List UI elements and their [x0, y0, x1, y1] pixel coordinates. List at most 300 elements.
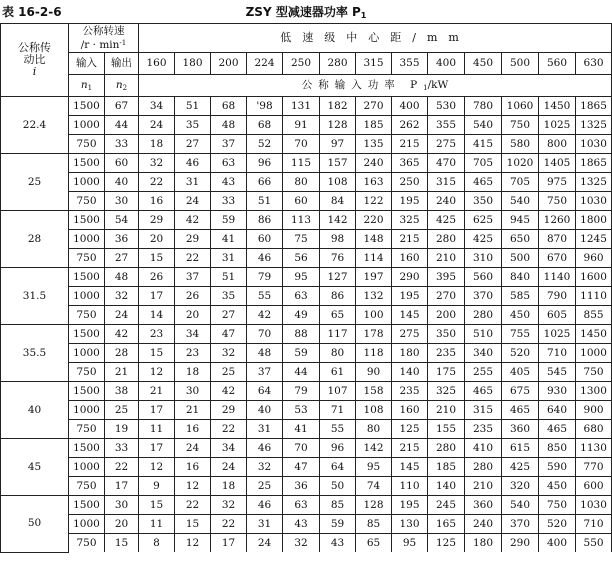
power-cell: 9 — [139, 477, 175, 496]
power-cell: 560 — [465, 268, 502, 287]
power-cell: 280 — [428, 439, 465, 458]
power-cell: 33 — [211, 192, 247, 211]
power-cell: 108 — [320, 173, 356, 192]
power-cell: 163 — [356, 173, 392, 192]
power-cell: 270 — [428, 287, 465, 306]
distance-630: 630 — [576, 53, 612, 75]
power-cell: 17 — [139, 401, 175, 420]
distance-355: 355 — [392, 53, 428, 75]
power-cell: 640 — [539, 401, 576, 420]
table-row — [1, 97, 612, 116]
output-label: 输出 — [105, 53, 139, 75]
power-cell: 1405 — [539, 154, 576, 173]
table-title-sub: 1 — [360, 11, 367, 20]
distance-500: 500 — [502, 53, 539, 75]
ratio-cell: 22.4 — [1, 97, 69, 154]
power-cell: 34 — [139, 97, 175, 116]
power-cell: 1130 — [576, 439, 612, 458]
power-cell: 79 — [283, 382, 320, 401]
power-cell: 415 — [465, 135, 502, 154]
output-speed-cell: 42 — [105, 325, 139, 344]
power-cell: 158 — [356, 382, 392, 401]
table-row — [1, 249, 612, 268]
table-title-text: ZSY 型减速器功率 P — [245, 5, 361, 19]
power-cell: 36 — [283, 477, 320, 496]
output-speed-cell: 33 — [105, 135, 139, 154]
power-cell: 750 — [576, 363, 612, 382]
ratio-header — [1, 24, 69, 97]
power-cell: 32 — [283, 534, 320, 553]
power-cell: 670 — [539, 249, 576, 268]
power-cell: 140 — [428, 477, 465, 496]
power-cell: 240 — [356, 154, 392, 173]
power-cell: 65 — [356, 534, 392, 553]
power-cell: 1325 — [576, 173, 612, 192]
input-speed-cell: 750 — [69, 306, 105, 325]
speed-header-line1: 公称转速 — [82, 25, 125, 37]
power-cell: 325 — [392, 211, 428, 230]
power-cell: 37 — [211, 135, 247, 154]
power-cell: 210 — [428, 249, 465, 268]
input-speed-cell: 750 — [69, 192, 105, 211]
power-cell: 21 — [175, 401, 211, 420]
power-cell: 370 — [465, 287, 502, 306]
distance-180: 180 — [175, 53, 211, 75]
input-speed-cell: 1500 — [69, 97, 105, 116]
power-cell: 960 — [576, 249, 612, 268]
power-cell: 24 — [175, 439, 211, 458]
header-row-1 — [1, 24, 612, 53]
power-cell: 520 — [502, 344, 539, 363]
power-cell: 96 — [320, 439, 356, 458]
input-speed-cell: 1500 — [69, 439, 105, 458]
power-cell: 98 — [320, 230, 356, 249]
power-cell: 405 — [502, 363, 539, 382]
power-cell: 52 — [247, 135, 283, 154]
table-row — [1, 401, 612, 420]
power-cell: 615 — [502, 439, 539, 458]
power-cell: 465 — [502, 401, 539, 420]
power-cell: 550 — [576, 534, 612, 553]
power-cell: 11 — [139, 420, 175, 439]
distance-315: 315 — [356, 53, 392, 75]
power-cell: 35 — [211, 287, 247, 306]
power-cell: 465 — [465, 382, 502, 401]
power-cell: 79 — [247, 268, 283, 287]
output-speed-cell: 30 — [105, 496, 139, 515]
power-cell: 360 — [502, 420, 539, 439]
power-cell: 100 — [356, 306, 392, 325]
power-cell: 22 — [175, 249, 211, 268]
power-cell: 40 — [247, 401, 283, 420]
power-cell: 320 — [502, 477, 539, 496]
speed-header-line2 — [69, 38, 138, 52]
power-cell: 22 — [139, 173, 175, 192]
power-cell: 86 — [320, 287, 356, 306]
power-cell: 710 — [576, 515, 612, 534]
output-speed-cell: 54 — [105, 211, 139, 230]
power-cell: 115 — [283, 154, 320, 173]
power-cell: 95 — [392, 534, 428, 553]
power-cell: 930 — [539, 382, 576, 401]
power-cell: 215 — [392, 439, 428, 458]
power-cell: 1600 — [576, 268, 612, 287]
power-cell: 12 — [139, 458, 175, 477]
header-row-3 — [1, 75, 612, 97]
table-row — [1, 477, 612, 496]
power-cell: 30 — [175, 382, 211, 401]
power-cell: 41 — [211, 230, 247, 249]
power-cell: 1110 — [576, 287, 612, 306]
power-cell: 49 — [283, 306, 320, 325]
output-speed-cell: 38 — [105, 382, 139, 401]
power-cell: 55 — [320, 420, 356, 439]
table-row — [1, 344, 612, 363]
power-cell: 215 — [392, 230, 428, 249]
input-speed-cell: 1000 — [69, 230, 105, 249]
power-cell: 185 — [428, 458, 465, 477]
power-cell: 355 — [428, 116, 465, 135]
output-speed-cell: 30 — [105, 192, 139, 211]
distance-224: 224 — [247, 53, 283, 75]
power-cell: 975 — [539, 173, 576, 192]
power-cell: 20 — [175, 306, 211, 325]
power-cell: 235 — [392, 382, 428, 401]
power-cell: 41 — [283, 420, 320, 439]
power-cell: 97 — [320, 135, 356, 154]
output-speed-cell: 17 — [105, 477, 139, 496]
power-cell: 1060 — [502, 97, 539, 116]
power-cell: 125 — [428, 534, 465, 553]
power-cell: 290 — [392, 268, 428, 287]
power-cell: 80 — [320, 344, 356, 363]
power-cell: 12 — [139, 363, 175, 382]
power-cell: 114 — [356, 249, 392, 268]
power-cell: 29 — [211, 401, 247, 420]
power-cell: 63 — [283, 496, 320, 515]
output-speed-cell: 48 — [105, 268, 139, 287]
distance-250: 250 — [283, 53, 320, 75]
power-cell: 160 — [392, 401, 428, 420]
power-cell: 770 — [576, 458, 612, 477]
power-cell: 395 — [428, 268, 465, 287]
power-cell: 42 — [175, 211, 211, 230]
power-cell: 1020 — [502, 154, 539, 173]
power-cell: 32 — [139, 154, 175, 173]
power-cell: 53 — [283, 401, 320, 420]
table-row — [1, 173, 612, 192]
power-cell: 31 — [175, 173, 211, 192]
power-cell: 21 — [139, 382, 175, 401]
power-cell: 43 — [283, 515, 320, 534]
power-cell: 540 — [502, 192, 539, 211]
power-cell: 68 — [211, 97, 247, 116]
power-cell: 590 — [539, 458, 576, 477]
power-cell: 1030 — [576, 192, 612, 211]
power-cell: 80 — [283, 173, 320, 192]
power-cell: 145 — [392, 306, 428, 325]
power-cell: 113 — [283, 211, 320, 230]
power-cell: 20 — [139, 230, 175, 249]
power-cell: 125 — [392, 420, 428, 439]
power-cell: 46 — [247, 249, 283, 268]
power-cell: 705 — [502, 173, 539, 192]
power-cell: 76 — [320, 249, 356, 268]
power-cell: 220 — [356, 211, 392, 230]
power-cell: 157 — [320, 154, 356, 173]
distance-560: 560 — [539, 53, 576, 75]
power-cell: 465 — [539, 420, 576, 439]
power-cell: 60 — [283, 192, 320, 211]
distance-280: 280 — [320, 53, 356, 75]
ratio-header-line2: 动比 — [23, 53, 46, 67]
table-row — [1, 439, 612, 458]
power-cell: 71 — [320, 401, 356, 420]
power-cell: 127 — [320, 268, 356, 287]
table-row — [1, 211, 612, 230]
power-cell: 51 — [247, 192, 283, 211]
power-cell: 600 — [576, 477, 612, 496]
power-cell: 400 — [392, 97, 428, 116]
input-speed-cell: 750 — [69, 249, 105, 268]
power-cell: 48 — [211, 116, 247, 135]
table-row — [1, 287, 612, 306]
power-cell: 56 — [283, 249, 320, 268]
power-cell: 1030 — [576, 496, 612, 515]
power-cell: 24 — [175, 192, 211, 211]
power-cell: 26 — [175, 287, 211, 306]
input-speed-cell: 1000 — [69, 287, 105, 306]
power-cell: 255 — [465, 363, 502, 382]
power-cell: 43 — [211, 173, 247, 192]
power-cell: 132 — [356, 287, 392, 306]
power-cell: 31 — [211, 249, 247, 268]
power-cell: 290 — [502, 534, 539, 553]
power-cell: 16 — [175, 420, 211, 439]
power-cell: 1865 — [576, 97, 612, 116]
power-cell: 750 — [539, 496, 576, 515]
power-cell: 14 — [139, 306, 175, 325]
power-cell: 400 — [539, 534, 576, 553]
ratio-cell: 45 — [1, 439, 69, 496]
power-cell: 365 — [392, 154, 428, 173]
table-label: 表 16-2-6 — [2, 5, 62, 19]
power-cell: 350 — [465, 192, 502, 211]
power-cell: 85 — [320, 496, 356, 515]
power-cell: 63 — [211, 154, 247, 173]
power-cell: 110 — [392, 477, 428, 496]
power-cell: 790 — [539, 287, 576, 306]
ratio-cell: 28 — [1, 211, 69, 268]
power-cell: 17 — [139, 439, 175, 458]
table-row — [1, 534, 612, 553]
power-cell: 195 — [392, 496, 428, 515]
power-cell: 280 — [465, 458, 502, 477]
ratio-cell: 50 — [1, 496, 69, 553]
table-row — [1, 458, 612, 477]
power-cell: 37 — [175, 268, 211, 287]
power-cell: 945 — [502, 211, 539, 230]
power-cell: 175 — [428, 363, 465, 382]
power-cell: 540 — [465, 116, 502, 135]
power-cell: 750 — [539, 192, 576, 211]
output-speed-cell: 27 — [105, 249, 139, 268]
power-cell: 108 — [356, 401, 392, 420]
power-cell: 23 — [139, 325, 175, 344]
power-cell: 750 — [502, 116, 539, 135]
power-cell: 60 — [247, 230, 283, 249]
input-speed-cell: 1500 — [69, 496, 105, 515]
output-speed-cell: 60 — [105, 154, 139, 173]
power-cell: 755 — [502, 325, 539, 344]
power-cell: 59 — [283, 344, 320, 363]
power-cell: 1260 — [539, 211, 576, 230]
power-cell: 650 — [502, 230, 539, 249]
power-cell: 148 — [356, 230, 392, 249]
power-cell: 12 — [175, 534, 211, 553]
title-bar — [0, 0, 612, 22]
power-cell: 48 — [247, 344, 283, 363]
ratio-cell: 35.5 — [1, 325, 69, 382]
power-cell: 240 — [465, 515, 502, 534]
power-cell: 42 — [247, 306, 283, 325]
power-cell: 11 — [139, 515, 175, 534]
power-cell: 24 — [247, 534, 283, 553]
power-cell: 118 — [356, 344, 392, 363]
table-row — [1, 116, 612, 135]
output-speed-cell: 20 — [105, 515, 139, 534]
power-cell: 500 — [502, 249, 539, 268]
input-speed-cell: 750 — [69, 135, 105, 154]
power-cell: 1450 — [539, 97, 576, 116]
output-speed-cell: 33 — [105, 439, 139, 458]
power-cell: 16 — [139, 192, 175, 211]
table-row — [1, 154, 612, 173]
table-row — [1, 135, 612, 154]
power-cell: 95 — [283, 268, 320, 287]
power-cell: 117 — [320, 325, 356, 344]
power-cell: 12 — [175, 477, 211, 496]
power-cell: 425 — [428, 211, 465, 230]
power-cell: 22 — [211, 515, 247, 534]
input-speed-cell: 1500 — [69, 211, 105, 230]
power-cell: 47 — [211, 325, 247, 344]
power-cell: 855 — [576, 306, 612, 325]
ratio-cell: 25 — [1, 154, 69, 211]
power-cell: 200 — [428, 306, 465, 325]
distance-400: 400 — [428, 53, 465, 75]
power-cell: 705 — [465, 154, 502, 173]
power-cell: 280 — [428, 230, 465, 249]
power-cell: 37 — [247, 363, 283, 382]
power-cell: 145 — [392, 458, 428, 477]
distance-200: 200 — [211, 53, 247, 75]
power-cell: 510 — [465, 325, 502, 344]
power-cell: 18 — [139, 135, 175, 154]
power-cell: 17 — [139, 287, 175, 306]
table-row — [1, 363, 612, 382]
distance-header: 低速级中心距/mm — [139, 24, 612, 53]
input-label: 输入 — [69, 53, 105, 75]
output-speed-cell: 36 — [105, 230, 139, 249]
power-cell: 16 — [175, 458, 211, 477]
power-cell: 315 — [428, 173, 465, 192]
input-speed-cell: 750 — [69, 363, 105, 382]
power-cell: 68 — [247, 116, 283, 135]
power-cell: 59 — [211, 211, 247, 230]
power-cell: 122 — [356, 192, 392, 211]
power-cell: 710 — [539, 344, 576, 363]
power-cell: 85 — [356, 515, 392, 534]
power-cell: 26 — [139, 268, 175, 287]
power-cell: 325 — [428, 382, 465, 401]
power-cell: 360 — [465, 496, 502, 515]
power-cell: 1800 — [576, 211, 612, 230]
table-row — [1, 268, 612, 287]
distance-450: 450 — [465, 53, 502, 75]
power-cell: 215 — [392, 135, 428, 154]
power-cell: 32 — [211, 496, 247, 515]
output-speed-cell: 40 — [105, 173, 139, 192]
power-cell: 75 — [283, 230, 320, 249]
power-cell: 74 — [356, 477, 392, 496]
power-cell: 1450 — [576, 325, 612, 344]
power-cell: 450 — [502, 306, 539, 325]
power-cell: 51 — [175, 97, 211, 116]
ratio-header-symbol: i — [32, 65, 37, 79]
power-cell: 425 — [502, 458, 539, 477]
power-cell: 155 — [428, 420, 465, 439]
power-cell: 35 — [175, 116, 211, 135]
distance-160: 160 — [139, 53, 175, 75]
power-cell: 1030 — [576, 135, 612, 154]
ratio-cell: 40 — [1, 382, 69, 439]
power-header: 公称输入功率 $P_1/kW$ — [139, 75, 612, 97]
power-cell: 64 — [320, 458, 356, 477]
power-cell: 315 — [465, 401, 502, 420]
input-speed-cell: 1500 — [69, 268, 105, 287]
power-cell: 270 — [356, 97, 392, 116]
output-speed-cell: 21 — [105, 363, 139, 382]
power-cell: 34 — [211, 439, 247, 458]
power-cell: 625 — [465, 211, 502, 230]
table-row — [1, 420, 612, 439]
power-cell: 90 — [356, 363, 392, 382]
power-cell: 44 — [283, 363, 320, 382]
input-speed-cell: 1500 — [69, 382, 105, 401]
power-cell: 470 — [428, 154, 465, 173]
output-speed-cell: 25 — [105, 401, 139, 420]
power-cell: 250 — [392, 173, 428, 192]
input-speed-cell: 1000 — [69, 173, 105, 192]
power-cell: 850 — [539, 439, 576, 458]
power-cell: 47 — [283, 458, 320, 477]
power-cell: 585 — [502, 287, 539, 306]
power-cell: 210 — [428, 401, 465, 420]
input-speed-cell: 1000 — [69, 116, 105, 135]
power-cell: 34 — [175, 325, 211, 344]
power-cell: 50 — [320, 477, 356, 496]
input-speed-cell: 1500 — [69, 325, 105, 344]
power-cell: 540 — [502, 496, 539, 515]
table-row — [1, 192, 612, 211]
power-cell: 15 — [139, 496, 175, 515]
power-cell: 70 — [247, 325, 283, 344]
power-cell: 61 — [320, 363, 356, 382]
power-cell: 96 — [247, 154, 283, 173]
speed-header-exp: -1 — [119, 39, 127, 48]
power-cell: 425 — [465, 230, 502, 249]
